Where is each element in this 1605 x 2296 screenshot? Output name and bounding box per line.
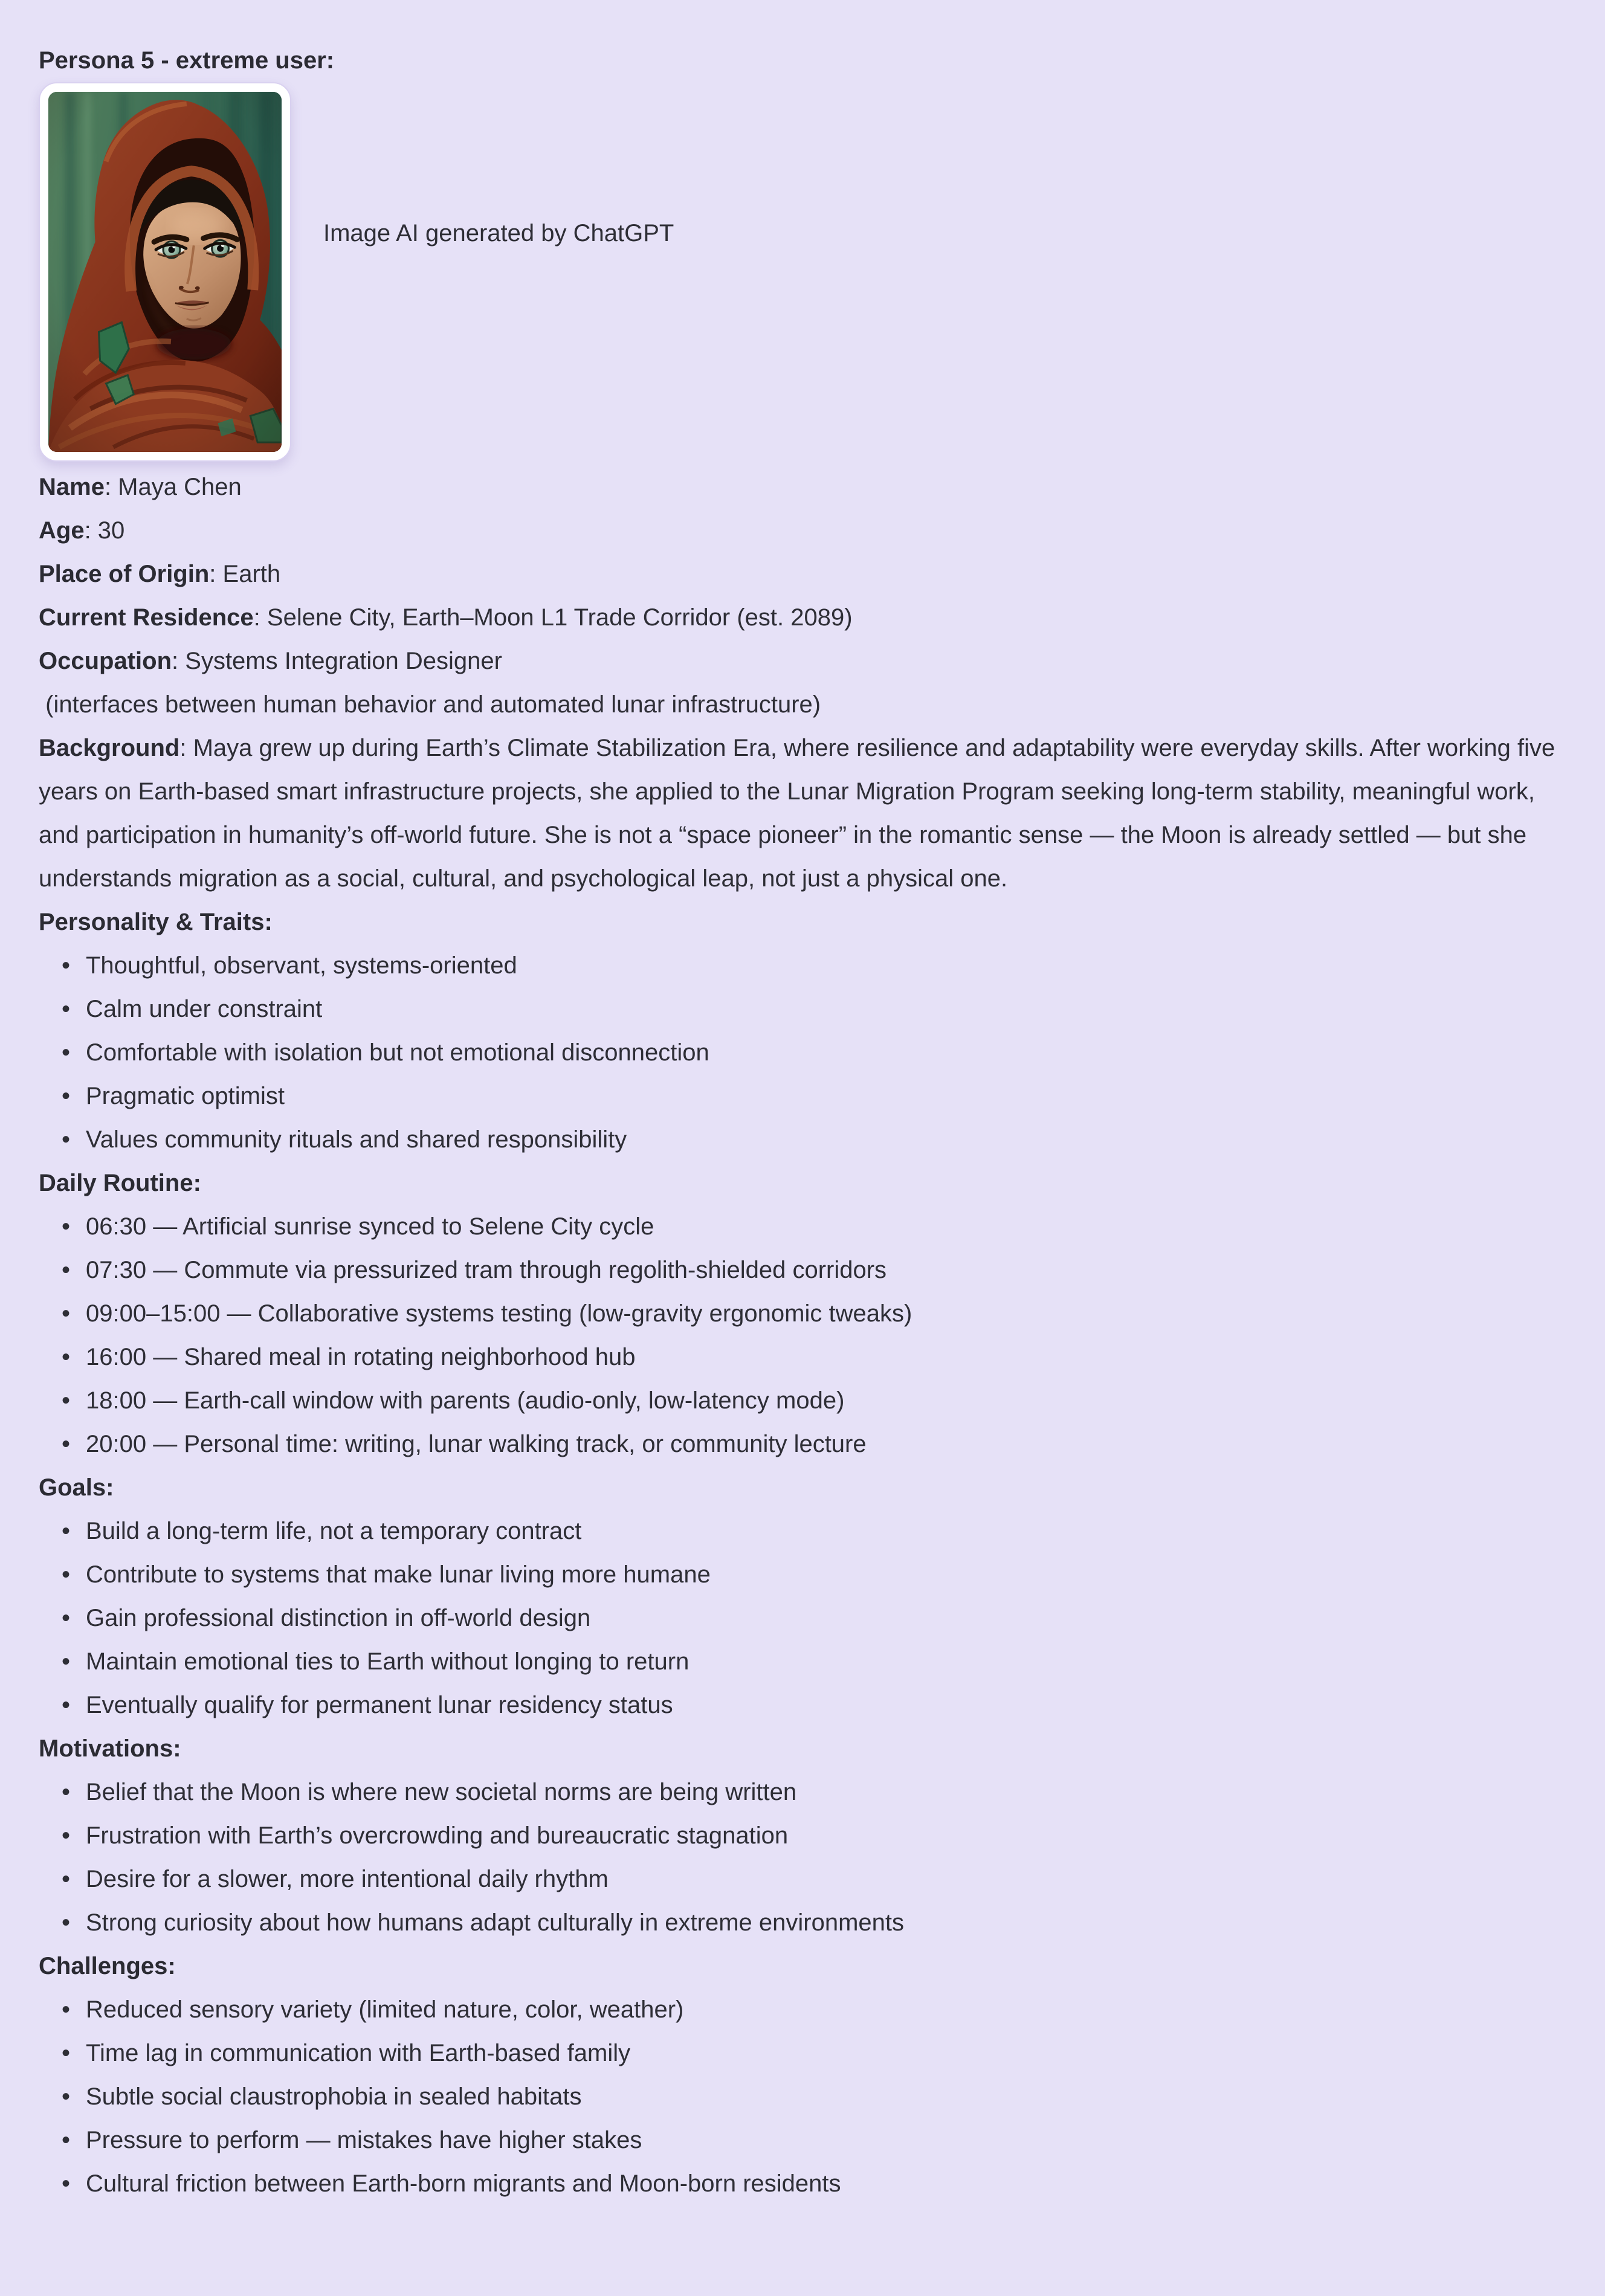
- persona-content: [39, 465, 1565, 2205]
- bullet-list-challenges: [39, 1988, 1565, 2205]
- bullet-item: • Maintain emotional ties to Earth without longing to return: [86, 1640, 1565, 1683]
- field-label: Occupation: [39, 648, 172, 674]
- page-title: Persona 5 - extreme user:: [39, 47, 335, 74]
- field-label: Place of Origin: [39, 561, 210, 587]
- bullet-item: • 16:00 — Shared meal in rotating neighborhood hub: [86, 1335, 1565, 1379]
- field-label: Current Residence: [39, 604, 254, 631]
- bullet-list-daily-routine: [39, 1205, 1565, 1466]
- field-occupation-note: (interfaces between human behavior and automated lunar infrastructure): [39, 691, 821, 718]
- bullet-item: • Subtle social claustrophobia in sealed habitats: [86, 2075, 1565, 2118]
- bullet-item: • Gain professional distinction in off-world design: [86, 1596, 1565, 1640]
- bullet-item: • Desire for a slower, more intentional daily rhythm: [86, 1857, 1565, 1901]
- field-label: Background: [39, 735, 180, 761]
- field-place-of-origin: Place of Origin: Earth: [39, 561, 281, 587]
- bullet-item: • Thoughtful, observant, systems-oriented: [86, 944, 1565, 987]
- bullet-item: • Comfortable with isolation but not emotional disconnection: [86, 1031, 1565, 1074]
- field-label: Name: [39, 474, 105, 500]
- bullet-item: • Values community rituals and shared responsibility: [86, 1118, 1565, 1161]
- bullet-item: • Belief that the Moon is where new societal norms are being written: [86, 1770, 1565, 1814]
- persona-portrait-image: [48, 92, 282, 452]
- bullet-item: • 09:00–15:00 — Collaborative systems testing (low-gravity ergonomic tweaks): [86, 1292, 1565, 1335]
- bullet-list-goals: [39, 1509, 1565, 1727]
- bullet-item: • Pragmatic optimist: [86, 1074, 1565, 1118]
- bullet-item: • 20:00 — Personal time: writing, lunar walking track, or community lecture: [86, 1422, 1565, 1466]
- persona-sections: [39, 900, 1565, 2205]
- bullet-item: • Build a long-term life, not a temporary contract: [86, 1509, 1565, 1553]
- field-background: Background: Maya grew up during Earth’s Climate Stabilization Era, where resilience and adaptability were everyday skills. After working five years on Earth-based smart infrastructure projects, she applied to the Lunar Migration Program seeking long-term stability, meaningful work, and participation in humanity’s off-world future. She is not a “space pioneer” in the romantic sense — the Moon is already settled — but she understands migration as a social, cultural, and psychological leap, not just a physical one.: [39, 735, 1562, 892]
- field-name: Name: Maya Chen: [39, 474, 242, 500]
- field-label: Age: [39, 517, 85, 544]
- field-current-residence: Current Residence: Selene City, Earth–Moon L1 Trade Corridor (est. 2089): [39, 604, 853, 631]
- bullet-item: • Frustration with Earth’s overcrowding and bureaucratic stagnation: [86, 1814, 1565, 1857]
- bullet-item: • Time lag in communication with Earth-based family: [86, 2031, 1565, 2075]
- bullet-item: • 06:30 — Artificial sunrise synced to Selene City cycle: [86, 1205, 1565, 1248]
- bullet-item: • Reduced sensory variety (limited nature, color, weather): [86, 1988, 1565, 2031]
- field-age: Age: 30: [39, 517, 125, 544]
- bullet-item: • Strong curiosity about how humans adapt culturally in extreme environments: [86, 1901, 1565, 1944]
- section-heading-personality-traits: Personality & Traits:: [39, 909, 273, 935]
- persona-fields: [39, 465, 1565, 900]
- bullet-item: • 18:00 — Earth-call window with parents (audio-only, low-latency mode): [86, 1379, 1565, 1422]
- bullet-item: • Cultural friction between Earth-born migrants and Moon-born residents: [86, 2162, 1565, 2205]
- photo-row: [39, 82, 1565, 462]
- bullet-list-personality-traits: [39, 944, 1565, 1161]
- section-heading-challenges: Challenges:: [39, 1953, 176, 1979]
- bullet-list-motivations: [39, 1770, 1565, 1944]
- section-heading-goals: Goals:: [39, 1474, 114, 1501]
- field-occupation: Occupation: Systems Integration Designer: [39, 648, 502, 674]
- section-heading-daily-routine: Daily Routine:: [39, 1170, 201, 1196]
- persona-photo-card: [39, 82, 291, 462]
- image-caption: Image AI generated by ChatGPT: [323, 220, 674, 247]
- bullet-item: • Pressure to perform — mistakes have higher stakes: [86, 2118, 1565, 2162]
- bullet-item: • Eventually qualify for permanent lunar residency status: [86, 1683, 1565, 1727]
- bullet-item: • Calm under constraint: [86, 987, 1565, 1031]
- section-heading-motivations: Motivations:: [39, 1735, 181, 1762]
- bullet-item: • Contribute to systems that make lunar living more humane: [86, 1553, 1565, 1596]
- bullet-item: • 07:30 — Commute via pressurized tram through regolith-shielded corridors: [86, 1248, 1565, 1292]
